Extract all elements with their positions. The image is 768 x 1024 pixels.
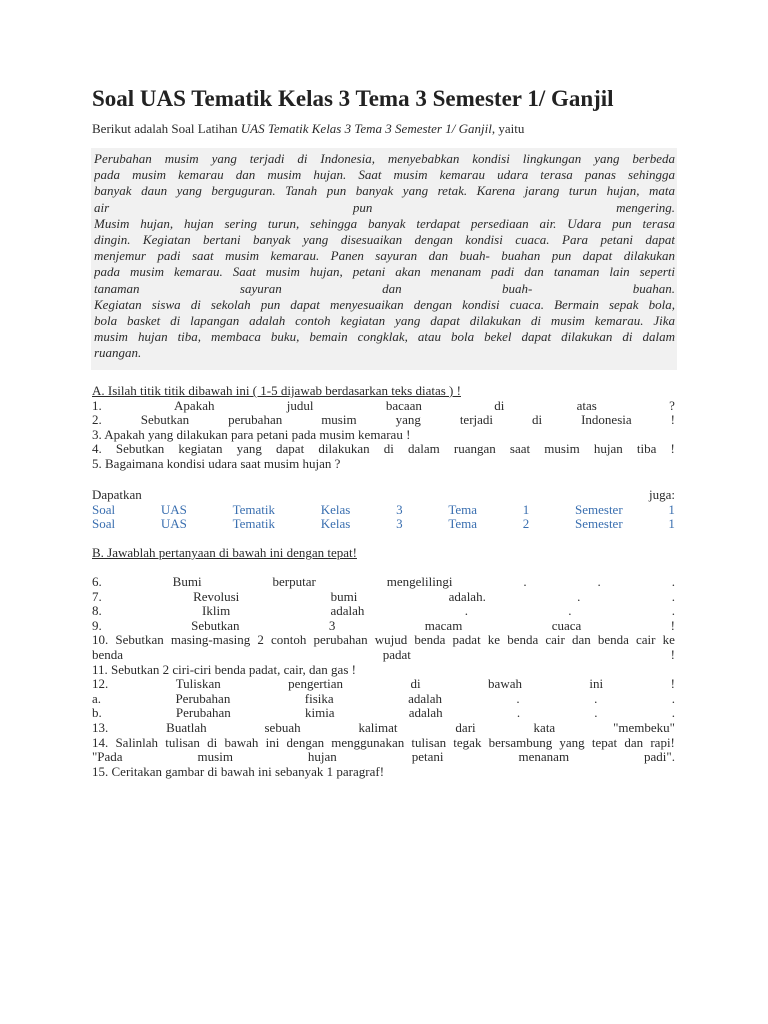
word: padi". xyxy=(644,750,675,765)
word: tiba xyxy=(636,442,657,457)
passage-line: dingin. Kegiatan bertani banyak yang disesuaikan dengan kondisi cuaca. Para petani dapat xyxy=(94,231,675,247)
word: padat xyxy=(382,647,411,662)
word: benda xyxy=(414,633,446,648)
related-links-lead xyxy=(92,488,675,503)
word: Buatlah xyxy=(166,720,207,735)
word: di xyxy=(383,442,394,457)
word: Tema xyxy=(448,517,478,532)
word: adalah xyxy=(408,691,442,706)
word: perubahan xyxy=(313,633,368,648)
word: yang xyxy=(395,413,421,428)
question-line xyxy=(92,706,675,721)
word: . xyxy=(594,691,598,706)
word: di xyxy=(494,398,505,413)
word: contoh xyxy=(271,633,307,648)
word: Salinlah xyxy=(115,735,159,750)
question-line xyxy=(92,677,675,692)
word: adalah xyxy=(408,706,443,721)
word: 3 xyxy=(396,517,403,532)
word: . xyxy=(671,575,675,589)
question-line xyxy=(92,442,675,457)
question-line xyxy=(92,399,675,414)
word: di xyxy=(410,677,421,692)
passage-line: Musim hujan, hujan sering turun, sehingga banyak terdapat persediaan air. Udara pun terasa xyxy=(94,215,675,231)
word: Sebutkan xyxy=(191,618,240,633)
word: menanam xyxy=(518,750,570,765)
word: ! xyxy=(670,442,675,457)
passage-line: pada musim kemarau dan musim hujan. Saat musim kemarau udara terasa panas sehingga xyxy=(94,167,675,183)
word: . xyxy=(594,706,598,721)
word: adalah xyxy=(330,604,365,619)
word: masing-masing xyxy=(170,633,251,648)
word: saat xyxy=(509,442,531,457)
question-line xyxy=(92,692,675,707)
passage-line: ruangan. xyxy=(94,345,142,361)
word: . xyxy=(568,604,572,619)
intro-italic-title: UAS Tematik Kelas 3 Tema 3 Semester 1/ Ganjil xyxy=(240,121,492,136)
word: kegiatan xyxy=(178,442,223,457)
word: hujan xyxy=(593,442,623,457)
word: benda xyxy=(597,633,629,648)
intro-prefix: Berikut adalah Soal Latihan xyxy=(92,121,241,136)
word: cair xyxy=(635,633,656,648)
word: pengertian xyxy=(288,677,344,692)
word: 3 xyxy=(396,502,403,517)
word: 12. xyxy=(92,677,109,692)
word: berputar xyxy=(272,575,316,589)
word: tegak xyxy=(453,735,482,750)
question-line xyxy=(92,619,675,634)
word: musim xyxy=(321,413,357,428)
passage-line: pada musim kemarau. Saat musim hujan, petani akan menanam padi dan tanaman lain seperti xyxy=(94,264,675,280)
word: adalah. xyxy=(448,589,486,604)
word: 2 xyxy=(522,517,530,532)
word: tulisan xyxy=(165,735,200,750)
word: Indonesia xyxy=(581,413,632,428)
word: bawah xyxy=(488,677,522,692)
passage-line: Kegiatan siswa di sekolah pun dapat menyesuaikan dengan kondisi cuaca. Bermain sepak bola, xyxy=(94,296,675,312)
word: . xyxy=(671,706,675,721)
word: 1 xyxy=(668,517,675,532)
word: ! xyxy=(670,677,675,692)
question-line xyxy=(92,633,675,648)
word: . xyxy=(516,691,520,706)
word: Soal xyxy=(92,517,116,532)
word: atas xyxy=(576,398,597,413)
question-line xyxy=(92,736,675,751)
word: 13. xyxy=(92,720,109,735)
question-line xyxy=(92,590,675,605)
word: cuaca xyxy=(551,618,582,633)
word: Perubahan xyxy=(175,706,231,721)
word: dapat xyxy=(276,442,305,457)
question-line xyxy=(92,721,675,736)
word: Tematik xyxy=(232,517,276,532)
word: perubahan xyxy=(228,413,283,428)
word: 3 xyxy=(328,618,336,633)
word: musim xyxy=(544,442,580,457)
section-b-heading: B. Jawablah pertanyaan di bawah ini dengan tepat! xyxy=(92,546,357,560)
word: Sebutkan xyxy=(115,442,165,457)
word: ? xyxy=(669,398,675,413)
word: juga: xyxy=(649,488,675,502)
word: benda xyxy=(92,647,124,662)
word: . xyxy=(671,604,675,619)
word: Tuliskan xyxy=(175,677,221,692)
word: Tema xyxy=(448,502,478,517)
word: hujan xyxy=(307,750,337,765)
word: bacaan xyxy=(385,398,422,413)
word: . xyxy=(516,706,521,721)
word: ke xyxy=(662,633,675,648)
word: . xyxy=(597,575,601,589)
word: Dapatkan xyxy=(92,488,142,502)
word: "Pada xyxy=(92,750,123,765)
word: sebuah xyxy=(264,720,301,735)
word: ke xyxy=(487,633,501,648)
word: ! xyxy=(670,618,675,633)
word: Perubahan xyxy=(175,691,231,706)
passage-line: air pun mengering. xyxy=(94,199,675,215)
word: menggunakan xyxy=(331,735,405,750)
passage-line: banyak daun yang berguguran. Tanah pun banyak yang retak. Karena jarang turun hujan, mata xyxy=(94,183,675,199)
question-line: 5. Bagaimana kondisi udara saat musim hujan ? xyxy=(92,456,341,471)
word: benda xyxy=(507,633,539,648)
word: UAS xyxy=(160,517,187,532)
question-line: 11. Sebutkan 2 ciri-ciri benda padat, cair, dan gas ! xyxy=(92,662,356,677)
word: Iklim xyxy=(202,604,231,619)
word: judul xyxy=(286,398,314,413)
word: ini xyxy=(265,735,280,750)
question-line xyxy=(92,604,675,619)
word: "membeku" xyxy=(613,720,675,735)
question-line xyxy=(92,413,675,428)
word: dengan xyxy=(286,735,325,750)
word: padat xyxy=(452,633,481,648)
word: ruangan xyxy=(453,442,496,457)
section-a xyxy=(92,384,675,472)
word: 1. xyxy=(92,398,102,413)
question-line xyxy=(92,575,675,590)
question-line xyxy=(92,750,675,765)
word: fisika xyxy=(304,691,334,706)
word: bumi xyxy=(330,589,358,604)
word: di xyxy=(532,413,543,428)
word: 6. xyxy=(92,575,102,589)
word: ! xyxy=(670,647,675,662)
word: dan xyxy=(571,633,591,648)
word: Tematik xyxy=(232,502,276,517)
page-title: Soal UAS Tematik Kelas 3 Tema 3 Semester 1/ Ganjil xyxy=(92,86,614,111)
word: wujud xyxy=(374,633,408,648)
intro-paragraph xyxy=(92,121,524,137)
passage-line: Perubahan musim yang terjadi di Indonesia, menyebabkan kondisi lingkungan yang berbeda xyxy=(94,151,675,166)
word: ini xyxy=(589,677,604,692)
word: 7. xyxy=(92,589,102,604)
word: . xyxy=(464,604,468,619)
word: Semester xyxy=(575,517,623,532)
word: Apakah xyxy=(174,398,215,413)
word: tulisan xyxy=(411,735,447,750)
word: yang xyxy=(236,442,262,457)
word: 2 xyxy=(257,633,264,648)
word: 2. xyxy=(92,413,102,428)
word: dilakukan xyxy=(318,442,370,457)
word: 1 xyxy=(522,502,530,517)
word: macam xyxy=(424,618,463,633)
passage-line: tanaman sayuran dan buah- buahan. xyxy=(94,280,675,296)
word: dan xyxy=(624,735,644,750)
word: yang xyxy=(559,735,585,750)
word: ! xyxy=(670,413,675,428)
word: Kelas xyxy=(320,517,351,532)
section-b-heading-wrap xyxy=(92,546,675,561)
word: dalam xyxy=(408,442,440,457)
passage-line: musim hujan tiba, membaca buku, bemain congklak, atau bola bekel dapat dilakukan di dalam xyxy=(94,329,675,345)
word: cair xyxy=(545,633,565,648)
word: Revolusi xyxy=(193,589,240,604)
word: petani xyxy=(411,750,444,765)
word: UAS xyxy=(160,502,187,517)
word: bawah xyxy=(224,735,259,750)
word: 4. xyxy=(92,442,102,457)
word: 14. xyxy=(92,735,109,750)
word: 10. xyxy=(92,633,109,648)
word: 1 xyxy=(668,502,675,517)
word: Sebutkan xyxy=(140,413,190,428)
word: Kelas xyxy=(320,502,351,517)
related-links xyxy=(92,488,675,532)
intro-suffix: , yaitu xyxy=(491,121,525,136)
word: Bumi xyxy=(172,575,202,589)
word: Soal xyxy=(92,502,116,517)
reading-passage xyxy=(91,148,677,370)
word: terjadi xyxy=(459,413,494,428)
related-link[interactable] xyxy=(92,517,675,532)
word: mengelilingi xyxy=(386,575,453,589)
word: a. xyxy=(92,691,102,706)
word: . xyxy=(577,589,581,604)
word: kimia xyxy=(304,706,335,721)
passage-line: menjemur padi saat musim kemarau. Panen sayuran dan buah- buahan pun dapat dilakukan xyxy=(94,248,675,264)
word: b. xyxy=(92,706,102,721)
question-line xyxy=(92,648,675,663)
word: 8. xyxy=(92,604,102,619)
word: dari xyxy=(455,720,476,735)
word: . xyxy=(523,575,527,589)
word: kalimat xyxy=(358,720,398,735)
word: kata xyxy=(533,720,556,735)
word: Sebutkan xyxy=(115,633,164,648)
word: di xyxy=(207,735,218,750)
word: musim xyxy=(197,750,233,765)
word: . xyxy=(671,589,675,604)
section-b xyxy=(92,575,675,779)
question-line: 3. Apakah yang dilakukan para petani pada musim kemarau ! xyxy=(92,427,411,442)
word: 9. xyxy=(92,618,102,633)
word: Semester xyxy=(575,502,623,517)
word: bersambung xyxy=(488,735,553,750)
section-a-heading: A. Isilah titik titik dibawah ini ( 1-5 dijawab berdasarkan teks diatas ) ! xyxy=(92,384,461,398)
word: . xyxy=(671,691,675,706)
word: tepat xyxy=(591,735,618,750)
related-link[interactable] xyxy=(92,503,675,518)
question-line: 15. Ceritakan gambar di bawah ini sebanyak 1 paragraf! xyxy=(92,764,385,779)
passage-line: bola basket di lapangan adalah contoh kegiatan yang dapat dilakukan di musim kemarau. Jika xyxy=(94,312,675,328)
word: rapi! xyxy=(650,735,675,750)
